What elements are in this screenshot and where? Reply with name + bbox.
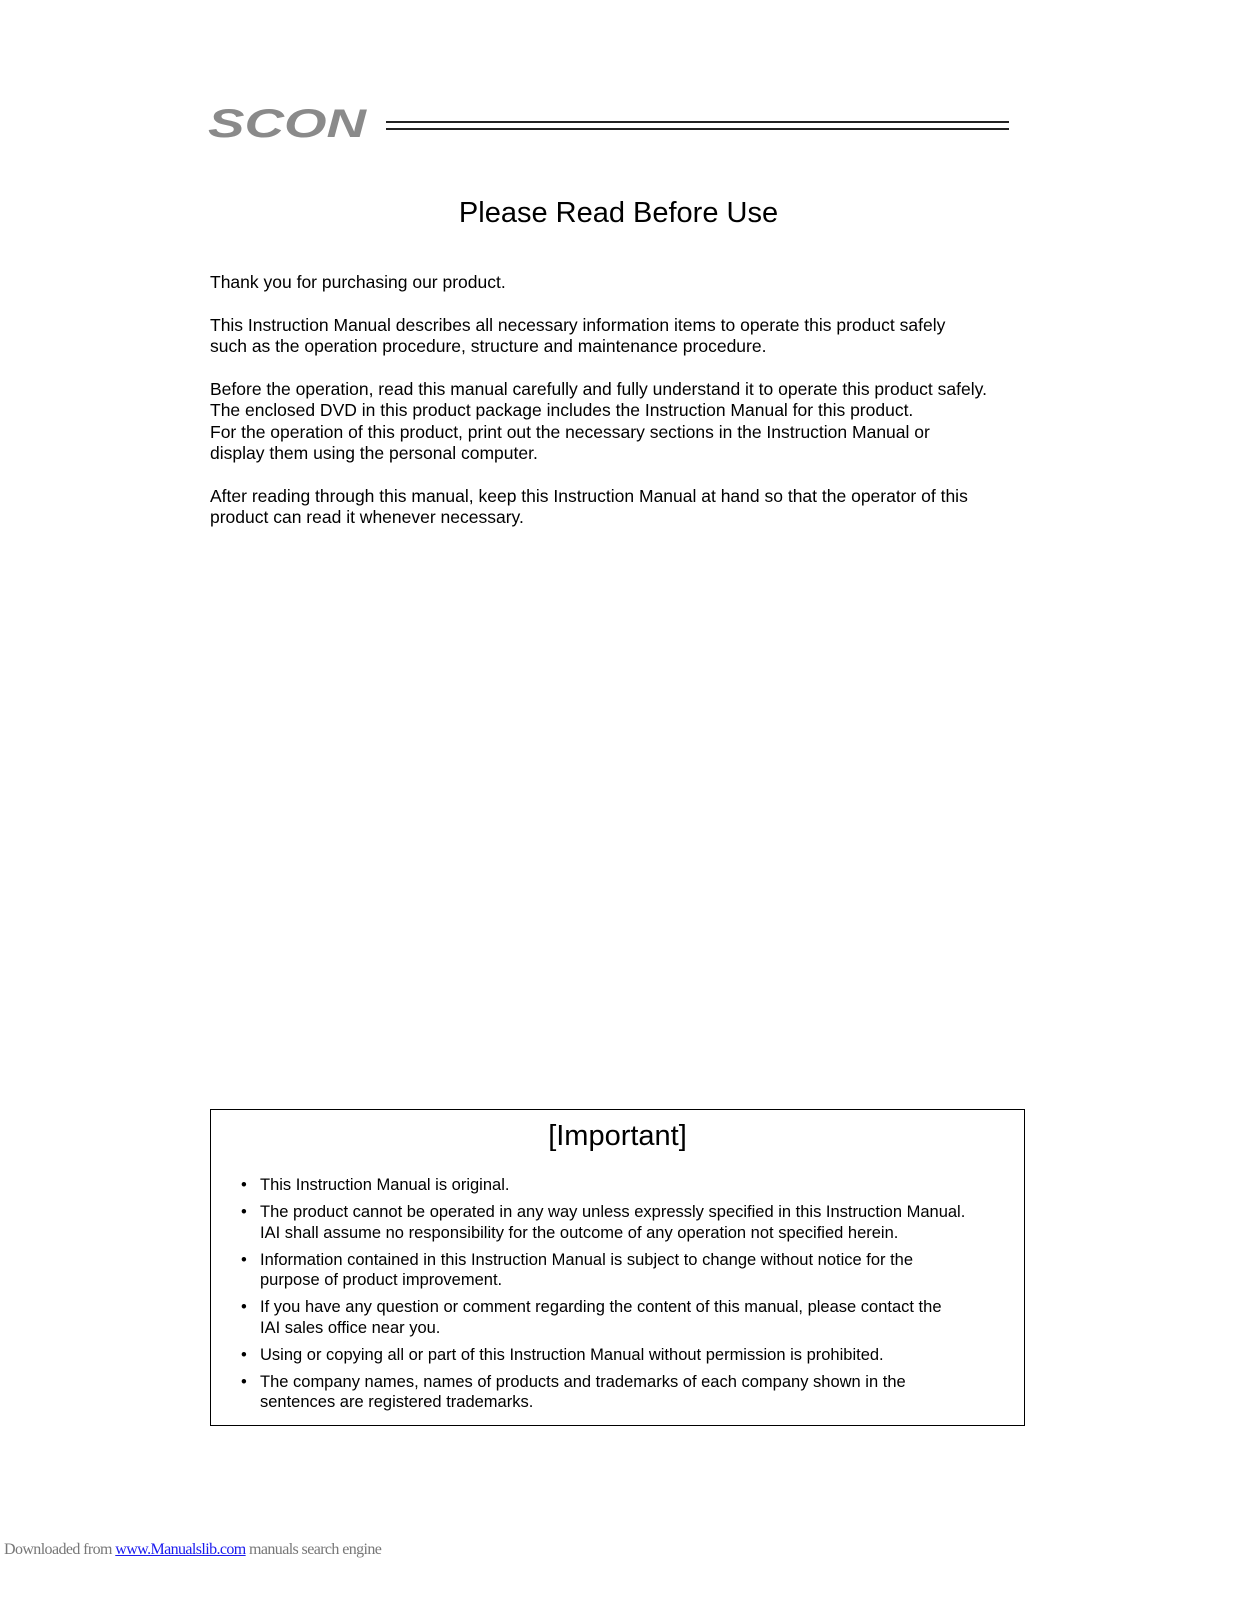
important-item xyxy=(239,1372,1009,1413)
scon-logo xyxy=(208,104,368,140)
important-item-line: purpose of product improvement. xyxy=(260,1271,503,1289)
bullet-icon: • xyxy=(241,1250,247,1269)
bullet-icon: • xyxy=(241,1345,247,1364)
manualslib-link[interactable]: www.Manualslib.com xyxy=(115,1541,246,1558)
intro-line: The enclosed DVD in this product package includes the Instruction Manual for this product. xyxy=(210,400,914,420)
important-item xyxy=(239,1175,1009,1196)
footer-suffix: manuals search engine xyxy=(245,1541,382,1558)
important-item-line: This Instruction Manual is original. xyxy=(260,1176,510,1194)
intro-line: such as the operation procedure, structure and maintenance procedure. xyxy=(210,336,767,356)
bullet-icon: • xyxy=(241,1372,247,1391)
important-item xyxy=(239,1297,1009,1338)
page-title: Please Read Before Use xyxy=(458,197,779,229)
bullet-icon: • xyxy=(241,1298,247,1316)
intro-line: product can read it whenever necessary. xyxy=(210,507,524,527)
header-divider-line-bottom xyxy=(386,128,1009,130)
intro-paragraph xyxy=(210,315,1060,358)
intro-line: Thank you for purchasing our product. xyxy=(210,272,506,292)
important-item-line: IAI shall assume no responsibility for the outcome of any operation not specified herein. xyxy=(260,1223,899,1242)
important-item-line: If you have any question or comment regarding the content of this manual, please contact the xyxy=(260,1298,942,1316)
important-item-line: Information contained in this Instruction Manual is subject to change without notice for the xyxy=(260,1250,914,1269)
intro-text xyxy=(210,272,1060,550)
intro-paragraph xyxy=(210,486,1060,529)
header-divider-line-top xyxy=(386,121,1009,123)
download-footer xyxy=(4,1541,381,1559)
intro-line: display them using the personal computer. xyxy=(210,443,538,463)
important-list xyxy=(239,1175,1009,1419)
intro-line: After reading through this manual, keep this Instruction Manual at hand so that the operator of this xyxy=(210,485,968,506)
intro-line: This Instruction Manual describes all necessary information items to operate this product safely xyxy=(210,314,946,335)
important-item-line: Using or copying all or part of this Instruction Manual without permission is prohibited. xyxy=(260,1345,884,1364)
important-title: [Important] xyxy=(548,1120,687,1152)
footer-prefix: Downloaded from xyxy=(4,1541,116,1558)
important-item xyxy=(239,1345,1009,1366)
header-divider xyxy=(386,121,1009,130)
important-item xyxy=(239,1250,1009,1291)
intro-paragraph xyxy=(210,379,1060,465)
important-item-line: The product cannot be operated in any way unless expressly specified in this Instruction Manual. xyxy=(260,1203,966,1221)
important-item-line: sentences are registered trademarks. xyxy=(260,1393,534,1411)
important-item xyxy=(239,1202,1009,1243)
bullet-icon: • xyxy=(241,1176,247,1194)
intro-line: Before the operation, read this manual carefully and fully understand it to operate this product safely. xyxy=(210,378,987,399)
important-notice-box xyxy=(210,1109,1025,1426)
intro-paragraph xyxy=(210,272,1060,294)
bullet-icon: • xyxy=(241,1203,247,1221)
scon-logo-text: SCON xyxy=(208,104,368,140)
important-item-line: IAI sales office near you. xyxy=(260,1318,441,1337)
intro-line: For the operation of this product, print out the necessary sections in the Instruction Manual or xyxy=(210,421,930,442)
important-item-line: The company names, names of products and trademarks of each company shown in the xyxy=(260,1372,906,1391)
